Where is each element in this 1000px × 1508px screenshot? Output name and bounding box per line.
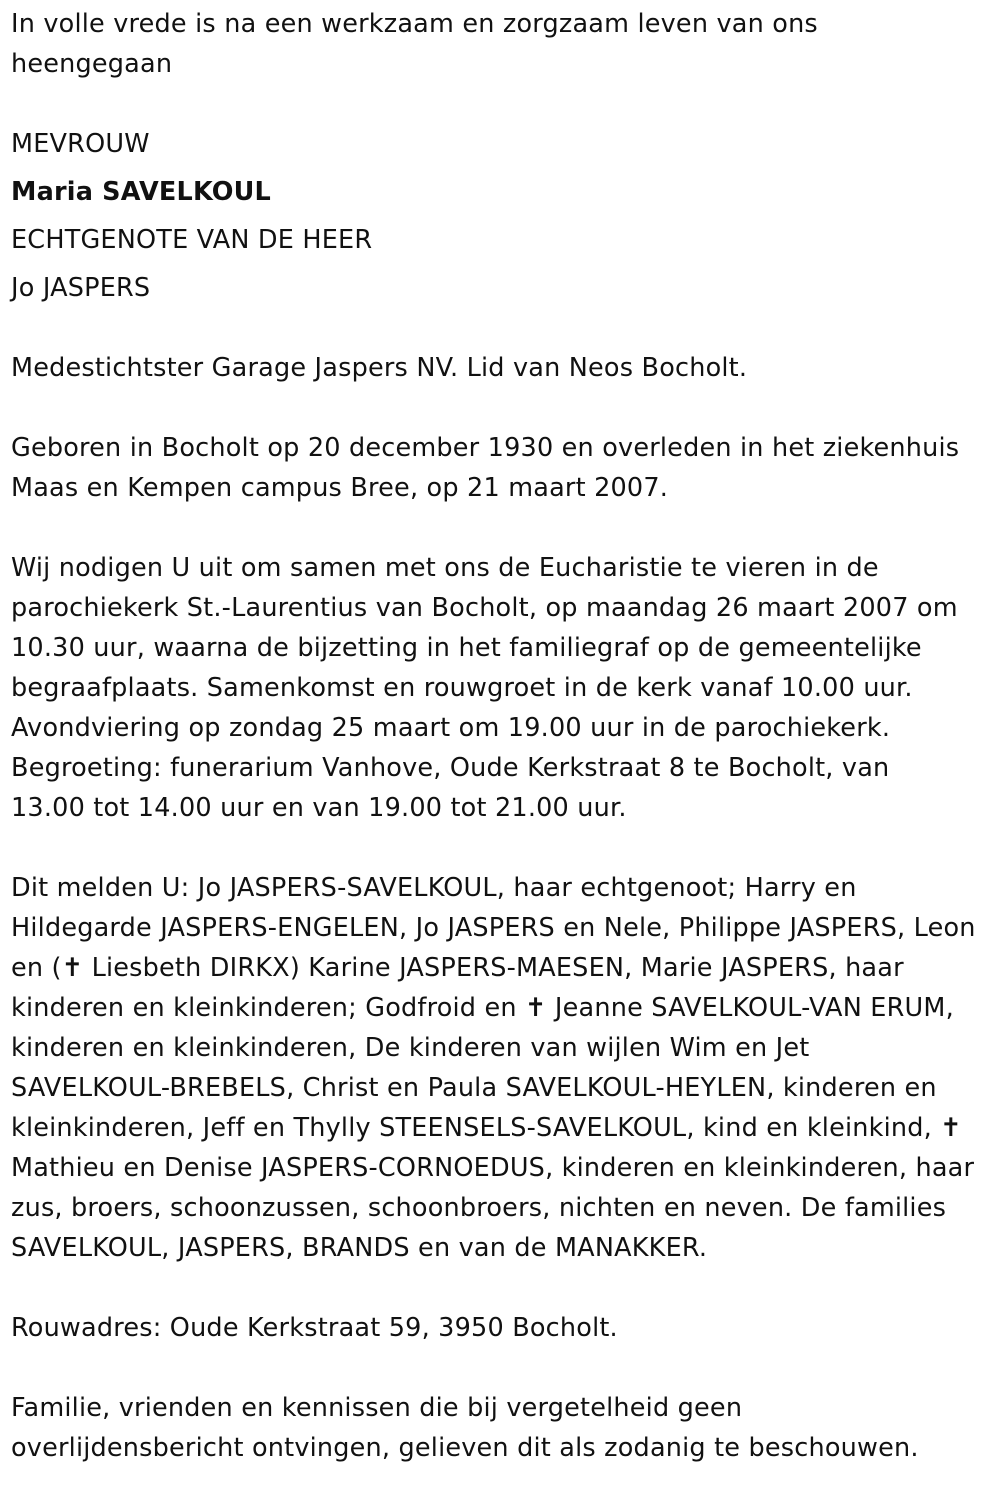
affiliation-line: Medestichtster Garage Jaspers NV. Lid van Neos Bocholt. [11,353,748,383]
family-line: SAVELKOUL-BREBELS, Christ en Paula SAVELKOUL-HEYLEN, kinderen en [11,1073,937,1103]
ceremony-line: parochiekerk St.-Laurentius van Bocholt, op maandag 26 maart 2007 om [11,593,958,623]
birth-death-paragraph [11,428,996,508]
family-line: zus, broers, schoonzussen, schoonbroers, nichten en neven. De families [11,1193,947,1223]
honorific: MEVROUW [11,129,150,159]
intro-line: heengegaan [11,49,173,79]
deceased-block [11,120,996,312]
intro-line: In volle vrede is na een werkzaam en zorgzaam leven van ons [11,9,818,39]
mourning-address: Rouwadres: Oude Kerkstraat 59, 3950 Bocholt. [11,1313,618,1343]
ceremony-line: Begroeting: funerarium Vanhove, Oude Kerkstraat 8 te Bocholt, van [11,753,890,783]
ceremony-paragraph [11,548,996,828]
birth-death-line: Maas en Kempen campus Bree, op 21 maart 2007. [11,473,669,503]
spouse-name: Jo JASPERS [11,273,151,303]
closing-line: overlijdensbericht ontvingen, gelieven dit als zodanig te beschouwen. [11,1433,919,1463]
family-paragraph [11,868,996,1268]
family-line: kinderen en kleinkinderen; Godfroid en ✝ Jeanne SAVELKOUL-VAN ERUM, [11,993,954,1023]
ceremony-line: 10.30 uur, waarna de bijzetting in het familiegraf op de gemeentelijke [11,633,922,663]
family-line: Dit melden U: Jo JASPERS-SAVELKOUL, haar echtgenoot; Harry en [11,873,857,903]
relation-label: ECHTGENOTE VAN DE HEER [11,225,373,255]
affiliation-paragraph [11,348,996,388]
family-line: kinderen en kleinkinderen, De kinderen van wijlen Wim en Jet [11,1033,810,1063]
closing-line: Familie, vrienden en kennissen die bij vergetelheid geen [11,1393,743,1423]
ceremony-line: Avondviering op zondag 25 maart om 19.00 uur in de parochiekerk. [11,713,891,743]
death-notice [11,4,996,1508]
ceremony-line: begraafplaats. Samenkomst en rouwgroet in de kerk vanaf 10.00 uur. [11,673,913,703]
family-line: Hildegarde JASPERS-ENGELEN, Jo JASPERS en Nele, Philippe JASPERS, Leon [11,913,976,943]
address-paragraph [11,1308,996,1348]
birth-death-line: Geboren in Bocholt op 20 december 1930 en overleden in het ziekenhuis [11,433,960,463]
ceremony-line: Wij nodigen U uit om samen met ons de Eucharistie te vieren in de [11,553,879,583]
family-line: en (✝ Liesbeth DIRKX) Karine JASPERS-MAESEN, Marie JASPERS, haar [11,953,904,983]
family-line: kleinkinderen, Jeff en Thylly STEENSELS-SAVELKOUL, kind en kleinkind, ✝ [11,1113,962,1143]
family-line: Mathieu en Denise JASPERS-CORNOEDUS, kinderen en kleinkinderen, haar [11,1153,975,1183]
intro-paragraph [11,4,996,84]
ceremony-line: 13.00 tot 14.00 uur en van 19.00 tot 21.00 uur. [11,793,627,823]
deceased-name: Maria SAVELKOUL [11,177,272,207]
closing-paragraph [11,1388,996,1468]
family-line: SAVELKOUL, JASPERS, BRANDS en van de MANAKKER. [11,1233,708,1263]
